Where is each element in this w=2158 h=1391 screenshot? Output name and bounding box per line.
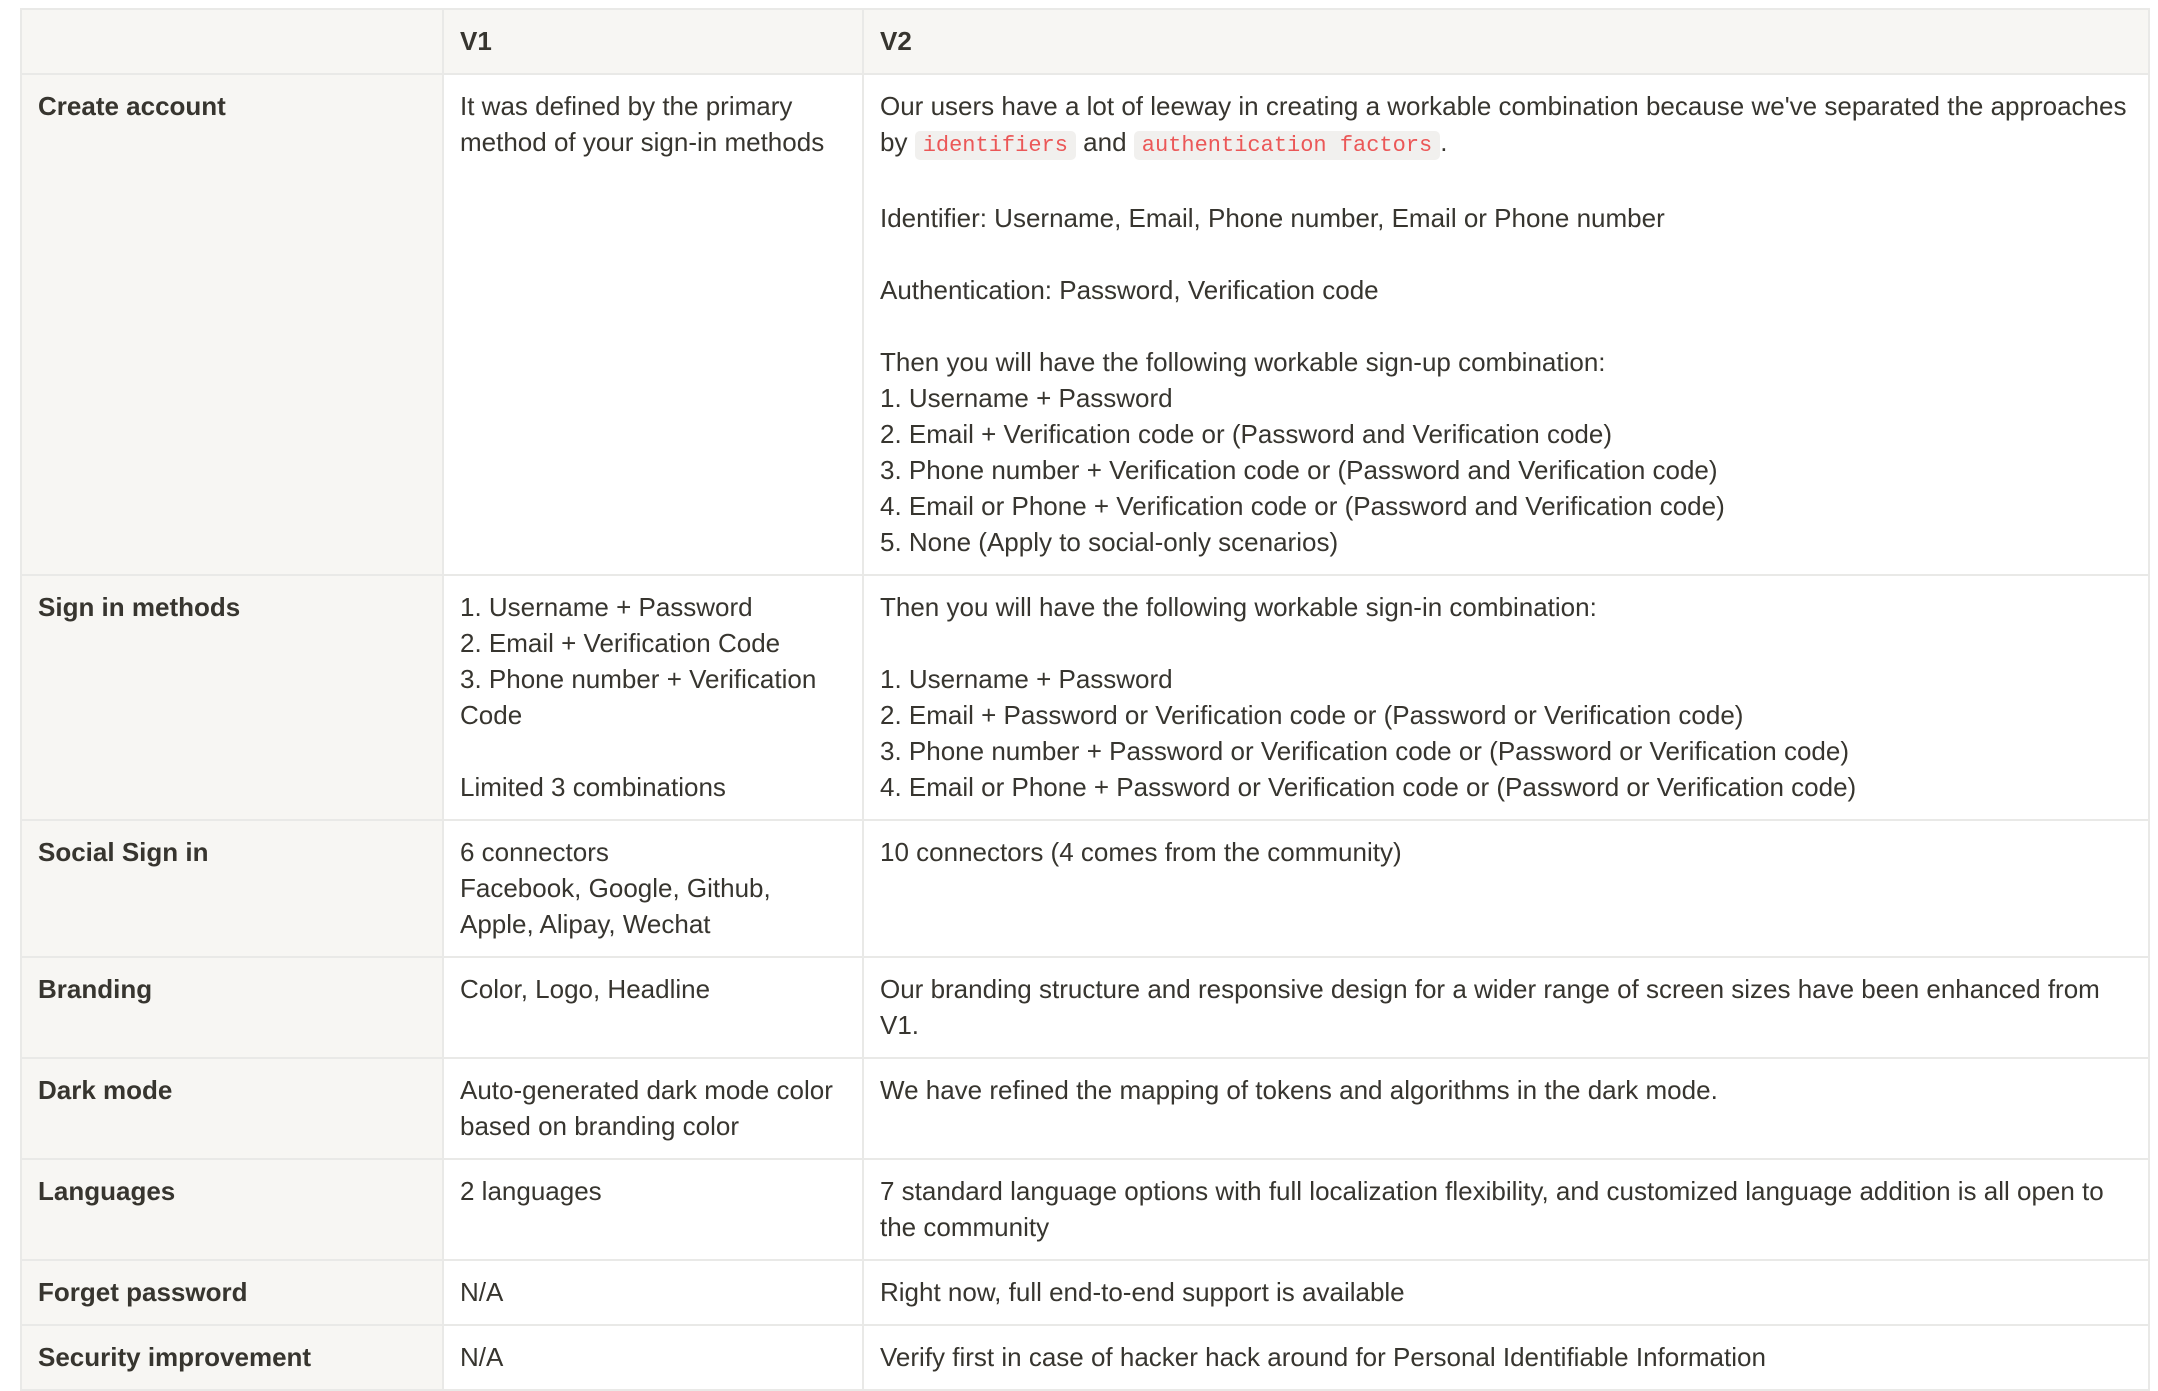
comparison-table — [20, 8, 2150, 1391]
row-label: Dark mode — [21, 1058, 443, 1159]
inline-code: identifiers — [915, 131, 1076, 160]
header-v1: V1 — [443, 9, 863, 74]
cell-text: 6 connectors — [460, 837, 609, 867]
table-row — [21, 74, 2149, 575]
cell-text: Limited 3 combinations — [460, 772, 726, 802]
list-item: 4. Email or Phone + Verification code or (Password and Verification code) — [880, 491, 1725, 521]
row-label: Sign in methods — [21, 575, 443, 820]
v1-cell — [443, 575, 863, 820]
v2-cell — [863, 957, 2149, 1058]
cell-text: Then you will have the following workable sign-in combination: — [880, 592, 1597, 622]
list-item: 4. Email or Phone + Password or Verification code or (Password or Verification code) — [880, 772, 1857, 802]
table-row — [21, 1058, 2149, 1159]
v1-cell — [443, 1260, 863, 1325]
v2-cell — [863, 1260, 2149, 1325]
cell-text: . — [1440, 127, 1448, 157]
list-item: 2. Email + Verification code or (Password and Verification code) — [880, 419, 1612, 449]
list-item: 2. Email + Verification Code — [460, 628, 781, 658]
table-row — [21, 820, 2149, 957]
table-row — [21, 1325, 2149, 1390]
v2-cell — [863, 74, 2149, 575]
cell-text: N/A — [460, 1342, 504, 1372]
list-item: 1. Username + Password — [880, 664, 1173, 694]
cell-text: Verify first in case of hacker hack around for Personal Identifiable Information — [880, 1342, 1766, 1372]
header-empty-cell — [21, 9, 443, 74]
row-label: Create account — [21, 74, 443, 575]
row-label: Branding — [21, 957, 443, 1058]
cell-text: 10 connectors (4 comes from the community) — [880, 837, 1402, 867]
v2-cell — [863, 575, 2149, 820]
v1-cell — [443, 957, 863, 1058]
list-item: 2. Email + Password or Verification code or (Password or Verification code) — [880, 700, 1744, 730]
row-label: Security improvement — [21, 1325, 443, 1390]
cell-text: and — [1083, 127, 1127, 157]
cell-text: Our branding structure and responsive design for a wider range of screen sizes have been enhanced from V1. — [880, 974, 2100, 1040]
inline-code: authentication factors — [1134, 131, 1440, 160]
list-item: 3. Phone number + Verification Code — [460, 664, 817, 730]
list-item: 5. None (Apply to social-only scenarios) — [880, 527, 1339, 557]
table-header-row — [21, 9, 2149, 74]
list-item: 1. Username + Password — [880, 383, 1173, 413]
v1-cell — [443, 820, 863, 957]
cell-text: Our users have a lot of leeway in creating a workable combination because we've separated the approaches by — [880, 91, 2127, 157]
cell-text: 2 languages — [460, 1176, 602, 1206]
comparison-table-wrapper — [20, 8, 2148, 1391]
row-label: Social Sign in — [21, 820, 443, 957]
cell-text: Color, Logo, Headline — [460, 974, 711, 1004]
list-item: 3. Phone number + Verification code or (Password and Verification code) — [880, 455, 1718, 485]
list-item: 3. Phone number + Password or Verification code or (Password or Verification code) — [880, 736, 1849, 766]
v1-cell — [443, 1159, 863, 1260]
header-v2: V2 — [863, 9, 2149, 74]
row-label: Forget password — [21, 1260, 443, 1325]
cell-text: Facebook, Google, Github, Apple, Alipay, Wechat — [460, 873, 771, 939]
cell-text: Auto-generated dark mode color based on branding color — [460, 1075, 833, 1141]
v1-cell — [443, 1325, 863, 1390]
v1-cell — [443, 74, 863, 575]
cell-text: It was defined by the primary method of your sign-in methods — [460, 91, 825, 157]
row-label: Languages — [21, 1159, 443, 1260]
v2-cell — [863, 1325, 2149, 1390]
v2-cell — [863, 820, 2149, 957]
cell-text: N/A — [460, 1277, 504, 1307]
cell-text: Right now, full end-to-end support is available — [880, 1277, 1405, 1307]
v2-cell — [863, 1058, 2149, 1159]
table-row — [21, 1260, 2149, 1325]
table-row — [21, 575, 2149, 820]
cell-text: We have refined the mapping of tokens and algorithms in the dark mode. — [880, 1075, 1718, 1105]
cell-text: Authentication: Password, Verification code — [880, 275, 1379, 305]
table-row — [21, 957, 2149, 1058]
cell-text: Then you will have the following workable sign-up combination: — [880, 347, 1606, 377]
v1-cell — [443, 1058, 863, 1159]
v2-cell — [863, 1159, 2149, 1260]
cell-text: Identifier: Username, Email, Phone number, Email or Phone number — [880, 203, 1665, 233]
cell-text: 7 standard language options with full localization flexibility, and customized language addition is all open to the community — [880, 1176, 2104, 1242]
list-item: 1. Username + Password — [460, 592, 753, 622]
cell-paragraph — [880, 88, 2132, 164]
table-row — [21, 1159, 2149, 1260]
